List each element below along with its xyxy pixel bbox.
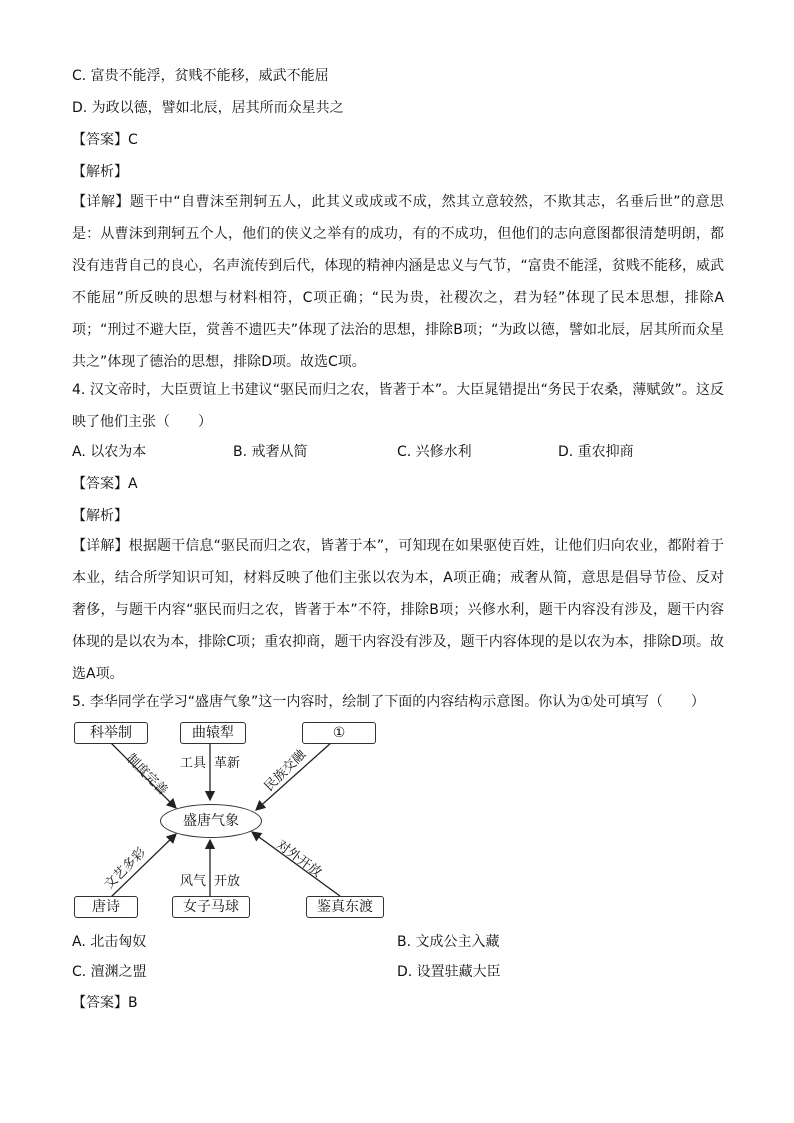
box-tangshi: 唐诗 [74, 896, 138, 918]
q5-option-d: D. 设置驻藏大臣 [397, 964, 501, 980]
q5-option-a: A. 北击匈奴 [72, 934, 147, 950]
q3-detail: 【详解】题干中“自曹沫至荆轲五人，此其义或成或不成，然其立意较然，不欺其志，名垂后世”的意思是：从曹沫到荆轲五个人，他们的侠义之举有的成功，有的不成功，但他们的志向意图都很清楚明朗，都没有违背自己的良心，名声流传到后代，体现的精神内涵是忠义与气节，“富贵不能淫，贫贱不能移，威武不能屈”所反映的思想与材料相符，C项正确；“民为贵，社稷次之，君为轻”体现了民本思想，排除A项；“刑过不避大臣，赏善不遗匹夫”体现了法治的思想，排除B项；“为政以德，譬如北辰，居其所而众星共之”体现了德治的思想，排除D项。故选C项。 [72, 194, 724, 370]
q4-stem: 4. 汉文帝时，大臣贾谊上书建议“驱民而归之农，皆著于本”。大臣晁错提出“务民于农桑，薄赋敛”。这反映了他们主张（ ） [72, 382, 724, 430]
q4-option-b: B. 戒奢从简 [233, 444, 308, 460]
label-gongju: 工具 [180, 756, 207, 771]
box-keju: 科举制 [74, 722, 148, 744]
q5-option-c: C. 澶渊之盟 [72, 964, 147, 980]
q4-detail: 【详解】根据题干信息“驱民而归之农，皆著于本”，可知现在如果驱使百姓，让他们归向农业，都附着于本业，结合所学知识可知，材料反映了他们主张以农为本，A项正确；戒奢从简，意思是倡导节俭、反对奢侈，与题干内容“驱民而归之农，皆著于本”不符，排除B项；兴修水利，题干内容没有涉及，题干内容体现的是以农为本，排除C项；重农抑商，题干内容没有涉及，题干内容体现的是以农为本，排除D项。故选A项。 [72, 538, 724, 682]
box-blank: ① [302, 722, 376, 744]
q3-option-d: D. 为政以德，譬如北辰，居其所而众星共之 [72, 100, 344, 116]
q3-analysis-heading: 【解析】 [72, 164, 128, 180]
q3-option-c: C. 富贵不能浮，贫贱不能移，威武不能屈 [72, 68, 329, 84]
q4-answer: 【答案】A [72, 476, 138, 492]
box-quyuanli: 曲辕犁 [180, 722, 246, 744]
label-gexin: 革新 [214, 756, 241, 771]
q5-option-b: B. 文成公主入藏 [397, 934, 500, 950]
q4-analysis-heading: 【解析】 [72, 508, 128, 524]
center-ellipse: 盛唐气象 [160, 804, 262, 838]
box-nvzimaqiu: 女子马球 [172, 896, 250, 918]
label-kaifang: 开放 [214, 874, 241, 889]
label-wenyi: 文艺多彩 [101, 845, 150, 893]
label-zhidu: 制度完善 [122, 751, 171, 799]
label-duiwai: 对外开放 [273, 837, 325, 881]
q3-answer: 【答案】C [72, 132, 138, 148]
q5-stem: 5. 李华同学在学习“盛唐气象”这一内容时，绘制了下面的内容结构示意图。你认为①处可填写（ ） [72, 694, 705, 710]
label-fengqi: 风气 [180, 874, 207, 889]
q4-option-d: D. 重农抑商 [558, 444, 634, 460]
q4-option-a: A. 以农为本 [72, 444, 147, 460]
q5-answer: 【答案】B [72, 995, 138, 1011]
q4-option-c: C. 兴修水利 [397, 444, 472, 460]
box-jianzhen: 鉴真东渡 [306, 896, 384, 918]
label-minzu: 民族交融 [261, 747, 310, 795]
